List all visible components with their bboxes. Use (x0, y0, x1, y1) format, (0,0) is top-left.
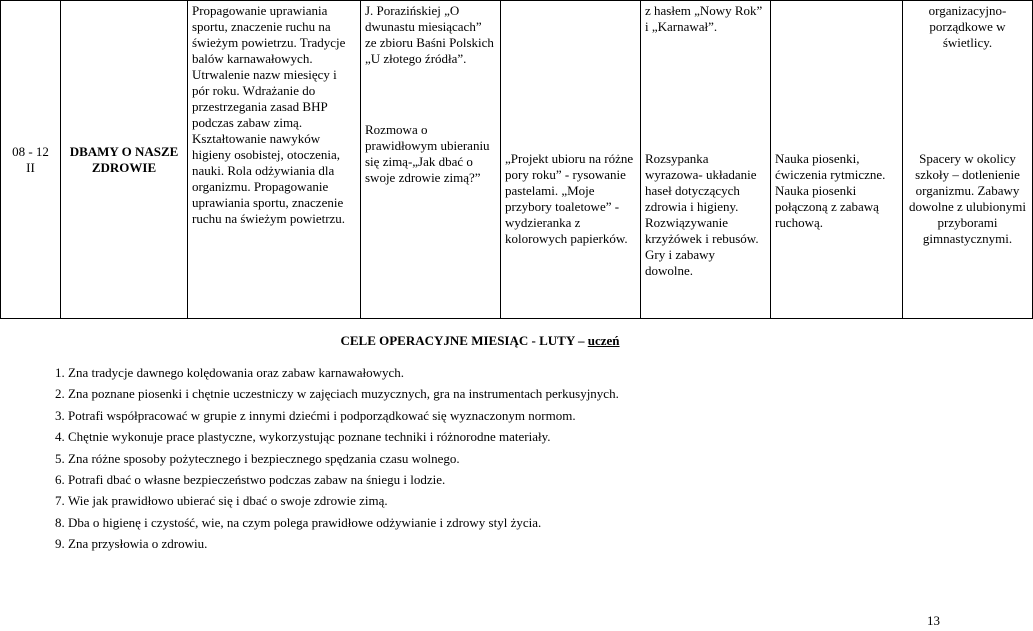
music-cell (771, 1, 903, 319)
section-heading (0, 333, 960, 349)
games-cell (641, 1, 771, 319)
operational-goals-list (32, 365, 619, 558)
list-item: 3. Potrafi współpracować w grupie z innymi dziećmi i podporządkować się wyznaczonym normom. (68, 408, 619, 429)
art-text-main: „Projekt ubioru na różne pory roku” - rysowanie pastelami. „Moje przybory toaletowe” - wydzieranka z kolorowych papierków. (505, 151, 634, 246)
list-item: 2. Zna poznane piosenki i chętnie uczestniczy w zajęciach muzycznych, gra na instrumentach perkusyjnych. (68, 386, 619, 407)
heading-main: CELE OPERACYJNE MIESIĄC - LUTY – (340, 333, 588, 348)
activities-text-top: organizacyjno-porządkowe w świetlicy. (928, 3, 1007, 50)
week-dates: 08 - 12 II (12, 143, 49, 175)
heading-underlined: uczeń (587, 333, 620, 348)
table-row (1, 1, 1033, 319)
list-item: 4. Chętnie wykonuje prace plastyczne, wykorzystując poznane techniki i różnorodne materiały. (68, 429, 619, 450)
literature-cell (361, 1, 501, 319)
week-cell (1, 1, 61, 319)
art-cell (501, 1, 641, 319)
topic-title: DBAMY O NASZE ZDROWIE (69, 143, 179, 175)
music-text-main: Nauka piosenki, ćwiczenia rytmiczne. Nauka piosenki połączoną z zabawą ruchową. (775, 151, 886, 230)
topic-cell (61, 1, 188, 319)
literature-text-main: Rozmowa o prawidłowym ubieraniu się zimą-„Jak dbać o swoje zdrowie zimą?” (365, 122, 490, 185)
list-item: 1. Zna tradycje dawnego kolędowania oraz zabaw karnawałowych. (68, 365, 619, 386)
list-item: 6. Potrafi dbać o własne bezpieczeństwo podczas zabaw na śniegu i lodzie. (68, 472, 619, 493)
goals-text-top: Propagowanie uprawiania sportu, znaczenie ruchu na świeżym powietrzu. Tradycje balów karnawałowych. Utrwalenie nazw miesięcy i pór roku. Wdrażanie do przestrzegania zasad BHP podczas zabaw zimą. (192, 3, 346, 130)
games-text-top: z hasłem „Nowy Rok” i „Karnawał”. (645, 3, 763, 34)
literature-text-top: J. Porazińskiej „O dwunastu miesiącach” ze zbioru Baśni Polskich „U złotego źródła”. (365, 3, 494, 66)
activities-text-main: Spacery w okolicy szkoły – dotlenienie organizmu. Zabawy dowolne z ulubionymi przyborami gimnastycznymi. (909, 151, 1026, 246)
list-item: 9. Zna przysłowia o zdrowiu. (68, 536, 619, 557)
list-item: 5. Zna różne sposoby pożytecznego i bezpiecznego spędzania czasu wolnego. (68, 451, 619, 472)
page-number: 13 (927, 613, 940, 628)
games-text-main: Rozsypanka wyrazowa- układanie haseł dotyczących zdrowia i higieny. Rozwiązywanie krzyżówek i rebusów. Gry i zabawy dowolne. (645, 151, 759, 278)
goals-text-main: Kształtowanie nawyków higieny osobistej, otoczenia, nauki. Rola odżywiania dla organizmu. Propagowanie uprawiania sportu, znaczenie ruchu na świeżym powietrzu. (192, 131, 346, 226)
list-item: 7. Wie jak prawidłowo ubierać się i dbać o swoje zdrowie zimą. (68, 493, 619, 514)
list-item: 8. Dba o higienę i czystość, wie, na czym polega prawidłowe odżywianie i zdrowy styl życia. (68, 515, 619, 536)
activities-cell (903, 1, 1033, 319)
goals-cell (188, 1, 361, 319)
